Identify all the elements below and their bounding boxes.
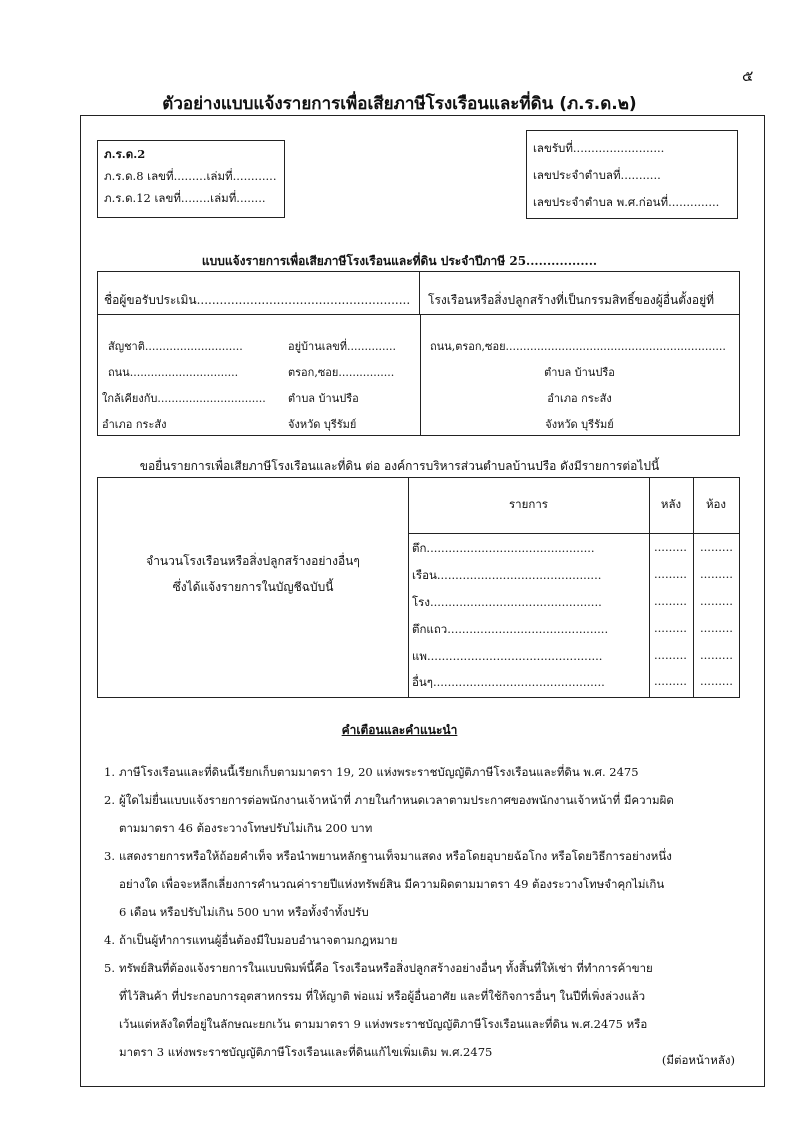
building-description bbox=[98, 548, 408, 600]
table-row-item: โรง............................................... bbox=[412, 595, 602, 609]
table-row-item: อื่นๆ............................................... bbox=[412, 675, 605, 689]
form-code-line: ภ.ร.ด.2 bbox=[104, 147, 146, 161]
property-district: อำเภอ กระสัง bbox=[547, 392, 612, 405]
building-description-line: จำนวนโรงเรือนหรือสิ่งปลูกสร้างอย่างอื่นๆ bbox=[146, 554, 360, 568]
note-line: ถ้าเป็นผู้ทำการแทนผู้อื่นต้องมีใบมอบอำนาจตามกฎหมาย bbox=[119, 933, 398, 947]
table-row-rooms: ......... bbox=[700, 594, 733, 608]
note-line: 6 เดือน หรือปรับไม่เกิน 500 บาท หรือทั้งจำทั้งปรับ bbox=[119, 905, 369, 919]
owner-name-field: ชื่อผู้ขอรับประเมิน........................................................ bbox=[98, 272, 420, 315]
receipt-line: เลขรับที่......................... bbox=[533, 141, 665, 155]
table-row-item: ตึก.............................................. bbox=[412, 541, 595, 555]
property-subdistrict: ตำบล บ้านปรือ bbox=[544, 366, 615, 379]
table-row-rooms: ......... bbox=[700, 621, 733, 635]
note-number: 5. bbox=[104, 961, 115, 975]
table-row-rooms: ......... bbox=[700, 540, 733, 554]
note-line: แสดงรายการหรือให้ถ้อยคำเท็จ หรือนำพยานหลักฐานเท็จมาแสดง หรือโดยอุบายฉ้อโกง หรือโดยวิธีการอย่างหนึ่ง bbox=[119, 849, 672, 863]
column-header-item: รายการ bbox=[509, 497, 548, 511]
note-item bbox=[104, 842, 734, 926]
table-row-item: เรือน............................................. bbox=[412, 568, 602, 582]
notes-list bbox=[104, 758, 734, 1066]
table-row-units: ......... bbox=[654, 594, 687, 608]
note-line: ทรัพย์สินที่ต้องแจ้งรายการในแบบพิมพ์นี้คือ โรงเรือนหรือสิ่งปลูกสร้างอย่างอื่นๆ ทั้งสิ้นที่ให้เช่า ที่ทำการค้าขาย bbox=[119, 961, 653, 975]
note-item bbox=[104, 786, 734, 842]
note-item bbox=[104, 926, 734, 954]
building-table bbox=[97, 477, 740, 698]
table-row-units: ......... bbox=[654, 540, 687, 554]
province-field: จังหวัด บุรีรัมย์ bbox=[288, 418, 357, 431]
table-row-units: ......... bbox=[654, 567, 687, 581]
alley-field: ตรอก,ซอย................ bbox=[288, 366, 395, 379]
table-row-item: ตึกแถว............................................ bbox=[412, 622, 609, 636]
note-line: มาตรา 3 แห่งพระราชบัญญัติภาษีโรงเรือนและที่ดินแก้ไขเพิ่มเติม พ.ศ.2475 bbox=[119, 1045, 493, 1059]
page-title: ตัวอย่างแบบแจ้งรายการเพื่อเสียภาษีโรงเรือนและที่ดิน (ภ.ร.ด.๒) bbox=[162, 94, 637, 114]
continued-note: (มีต่อหน้าหลัง) bbox=[661, 1053, 735, 1067]
subdistrict-field: ตำบล บ้านปรือ bbox=[288, 392, 359, 405]
table-row-units: ......... bbox=[654, 648, 687, 662]
note-item bbox=[104, 954, 734, 1066]
house-number-field: อยู่บ้านเลขที่.............. bbox=[288, 340, 396, 353]
request-statement: ขอยื่นรายการเพื่อเสียภาษีโรงเรือนและที่ดิน ต่อ องค์การบริหารส่วนตำบลบ้านปรือ ดังมีรายการต่อไปนี้ bbox=[139, 459, 660, 473]
district-field: อำเภอ กระสัง bbox=[102, 418, 167, 431]
table-row-item: แพ................................................ bbox=[412, 649, 603, 663]
nearby-field: ใกล้เคียงกับ............................... bbox=[102, 392, 266, 405]
property-location-header: โรงเรือนหรือสิ่งปลูกสร้างที่เป็นกรรมสิทธิ์ของผู้อื่นตั้งอยู่ที่ bbox=[420, 272, 739, 315]
form-code-line: ภ.ร.ด.8 เลขที่.........เล่มที่............ bbox=[104, 169, 277, 183]
note-line: ตามมาตรา 46 ต้องระวางโทษปรับไม่เกิน 200 บาท bbox=[119, 821, 373, 835]
table-row-units: ......... bbox=[654, 621, 687, 635]
table-row-rooms: ......... bbox=[700, 648, 733, 662]
receipt-box bbox=[526, 130, 738, 219]
building-description-line: ซึ่งได้แจ้งรายการในบัญชีฉบับนี้ bbox=[172, 580, 334, 594]
column-header-rooms: ห้อง bbox=[705, 497, 727, 511]
note-number: 1. bbox=[104, 765, 115, 779]
note-line: ภาษีโรงเรือนและที่ดินนี้เรียกเก็บตามมาตรา 19, 20 แห่งพระราชบัญญัติภาษีโรงเรือนและที่ดิน พ.ศ. 2475 bbox=[119, 765, 639, 779]
notes-heading: คำเตือนและคำแนะนำ bbox=[341, 723, 458, 737]
form-heading: แบบแจ้งรายการเพื่อเสียภาษีโรงเรือนและที่ดิน ประจำปีภาษี 25................. bbox=[201, 254, 598, 268]
note-line: เว้นแต่หลังใดที่อยู่ในลักษณะยกเว้น ตามมาตรา 9 แห่งพระราชบัญญัติภาษีโรงเรือนและที่ดิน พ.ศ.2475 หรือ bbox=[119, 1017, 648, 1031]
receipt-line: เลขประจำตำบล พ.ศ.ก่อนที่.............. bbox=[533, 195, 720, 209]
nationality-field: สัญชาติ............................ bbox=[108, 340, 243, 353]
property-province: จังหวัด บุรีรัมย์ bbox=[545, 418, 614, 431]
info-table bbox=[97, 271, 740, 436]
column-header-units: หลัง bbox=[660, 497, 682, 511]
note-line: อย่างใด เพื่อจะหลีกเลี่ยงการคำนวณค่ารายปีแห่งทรัพย์สิน มีความผิดตามมาตรา 49 ต้องระวางโทษจำคุกไม่เกิน bbox=[119, 877, 665, 891]
note-number: 3. bbox=[104, 849, 115, 863]
form-code-line: ภ.ร.ด.12 เลขที่........เล่มที่........ bbox=[104, 191, 266, 205]
table-row-units: ......... bbox=[654, 674, 687, 688]
table-row-rooms: ......... bbox=[700, 674, 733, 688]
note-number: 4. bbox=[104, 933, 115, 947]
table-row-rooms: ......... bbox=[700, 567, 733, 581]
note-number: 2. bbox=[104, 793, 115, 807]
note-line: ผู้ใดไม่ยื่นแบบแจ้งรายการต่อพนักงานเจ้าหน้าที่ ภายในกำหนดเวลาตามประกาศของพนักงานเจ้าหน้าที่ มีความผิด bbox=[119, 793, 674, 807]
page-number: ๕ bbox=[742, 67, 754, 85]
note-item bbox=[104, 758, 734, 786]
property-road-field: ถนน,ตรอก,ซอย............................................................... bbox=[430, 340, 726, 353]
note-line: ที่ไว้สินค้า ที่ประกอบการอุตสาหกรรม ที่ให้ญาติ พ่อแม่ หรือผู้อื่นอาศัย และที่ใช้กิจการอื่นๆ ในปีที่เพิ่งล่วงแล้ว bbox=[119, 989, 646, 1003]
receipt-line: เลขประจำตำบลที่........... bbox=[533, 168, 661, 182]
road-field: ถนน............................... bbox=[108, 366, 239, 379]
form-code-box bbox=[97, 140, 285, 218]
table-divider bbox=[408, 533, 739, 534]
